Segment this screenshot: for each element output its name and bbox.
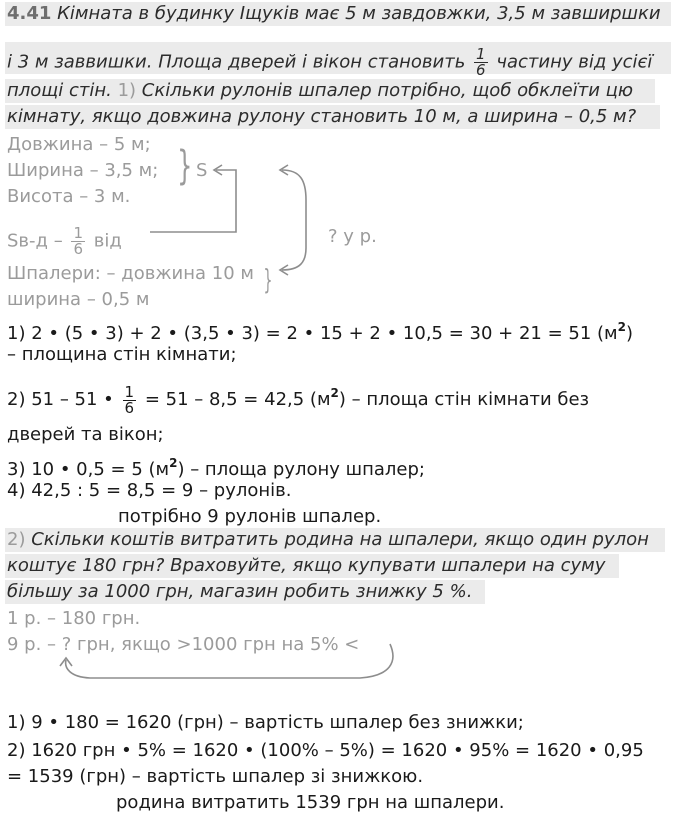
task-line-1: 4.41 Кімната в будинку Іщуків має 5 м завдовжки, 3,5 м завширшки bbox=[7, 3, 661, 24]
scheme2-line-1: 1 р. – 180 грн. bbox=[7, 608, 141, 629]
scheme-height: Висота – 3 м. bbox=[7, 186, 131, 207]
fraction: $\frac{1}{6}$ bbox=[476, 45, 486, 79]
answer-2: родина витратить 1539 грн на шпалери. bbox=[116, 792, 505, 813]
solution-step-2: 2) 51 – 51 • $\frac{1}{6}$ = 51 – 8,5 = 42,5 $(м^2)$ – площа стін кімнати без bbox=[7, 382, 590, 417]
scheme-brace: } bbox=[177, 143, 193, 189]
scheme-length: Довжина – 5 м; bbox=[7, 134, 151, 155]
task2-line-2: коштує 180 грн? Враховуйте, якщо купувати шпалери на суму bbox=[7, 555, 606, 576]
task-line-3: площі стін. 1) Скільки рулонів шпалер потрібно, щоб обклеїти цю bbox=[7, 80, 634, 101]
task-number: 4.41 bbox=[7, 3, 52, 24]
solution-step-2b: дверей та вікон; bbox=[7, 424, 164, 445]
scheme2-line-2: 9 р. – ? грн, якщо >1000 грн на 5% < bbox=[7, 634, 360, 655]
scheme-wallpaper-width: ширина – 0,5 м bbox=[7, 289, 150, 310]
scheme-wallpaper-length: Шпалери: – довжина 10 м bbox=[7, 263, 254, 284]
arrow-curve bbox=[282, 170, 306, 270]
solution2-step-2b: = 1539 (грн) – вартість шпалер зі знижкою. bbox=[7, 766, 424, 787]
scheme-s-label: S bbox=[196, 160, 208, 181]
scheme-question: ? у р. bbox=[328, 226, 377, 247]
scheme-brace-2: } bbox=[263, 263, 273, 296]
solution-step-1: 1) 2 • (5 • 3) + 2 • (3,5 • 3) = 2 • 15 + 2 • 10,5 = 30 + 21 = 51 $(м^2)$ bbox=[7, 320, 634, 344]
task-line-4: кімнату, якщо довжина рулону становить 10 м, а ширина – 0,5 м? bbox=[7, 106, 637, 127]
arrow-doors-to-s bbox=[150, 170, 236, 232]
scheme-doors: Sв-д – $\frac{1}{6}$ від bbox=[7, 224, 122, 258]
solution-step-1b: – площина стін кімнати; bbox=[7, 344, 237, 365]
solution2-step-1: 1) 9 • 180 = 1620 (грн) – вартість шпалер без знижки; bbox=[7, 712, 524, 733]
task2-line-3: більшу за 1000 грн, магазин робить знижку 5 %. bbox=[7, 581, 473, 602]
task-line-2: і 3 м заввишки. Площа дверей і вікон становить $\frac{1}{6}$ частину від усієї bbox=[7, 45, 653, 79]
answer-1: потрібно 9 рулонів шпалер. bbox=[118, 506, 382, 527]
scheme-width: Ширина – 3,5 м; bbox=[7, 160, 159, 181]
arrow-discount bbox=[66, 644, 393, 678]
solution-step-3: 3) 10 • 0,5 = 5 $(м^2)$ – площа рулону шпалер; bbox=[7, 456, 425, 480]
solution2-step-2: 2) 1620 грн • 5% = 1620 • (100% – 5%) = 1620 • 95% = 1620 • 0,95 bbox=[7, 740, 644, 761]
task2-line-1: 2) Скільки коштів витратить родина на шпалери, якщо один рулон bbox=[7, 529, 649, 550]
solution-step-4: 4) 42,5 : 5 = 8,5 = 9 – рулонів. bbox=[7, 480, 292, 501]
